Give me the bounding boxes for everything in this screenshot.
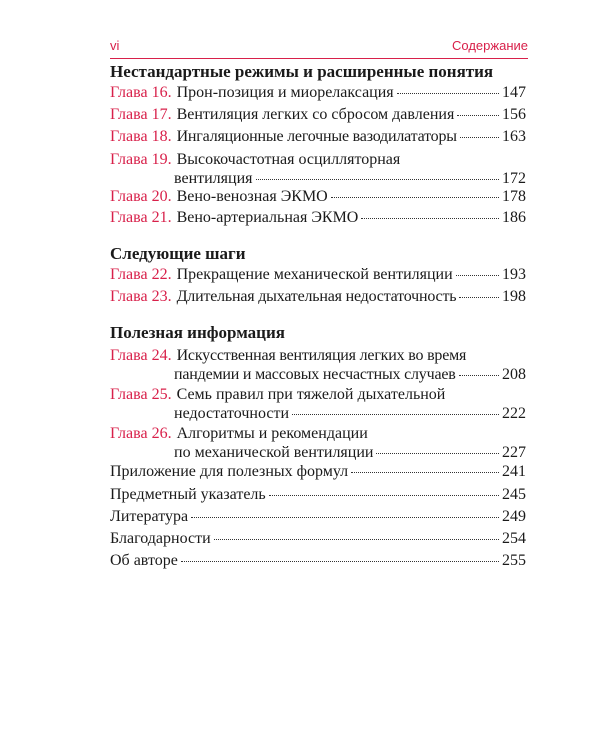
leader-dots — [351, 472, 499, 473]
entry-title-cont: по механической вентиляции — [174, 444, 374, 461]
toc-entry[interactable] — [110, 151, 526, 189]
leader-dots — [214, 539, 499, 540]
toc-entry[interactable] — [110, 347, 526, 385]
leader-dots — [269, 495, 499, 496]
page-ref: 254 — [502, 530, 526, 547]
entry-title: Вено-венозная ЭКМО — [176, 188, 328, 205]
chapter-label: Глава 22. — [110, 266, 172, 283]
entry-title: Литература — [110, 508, 189, 525]
page-ref: 241 — [502, 463, 526, 480]
toc-entry[interactable] — [110, 106, 526, 125]
page-number: vi — [110, 38, 120, 53]
page-ref: 163 — [502, 128, 526, 145]
page-ref: 178 — [502, 188, 526, 205]
leader-dots — [331, 197, 499, 198]
page-ref: 249 — [502, 508, 526, 525]
entry-title-cont: пандемии и массовых несчастных случаев — [174, 366, 456, 383]
chapter-label: Глава 16. — [110, 84, 172, 101]
leader-dots — [456, 275, 499, 276]
chapter-label: Глава 19. — [110, 151, 172, 168]
chapter-label: Глава 20. — [110, 188, 172, 205]
entry-title: Алгоритмы и рекомендации — [176, 425, 368, 442]
toc-entry[interactable] — [110, 288, 526, 307]
section-title: Нестандартные режимы и расширенные понятия — [110, 62, 494, 81]
running-title: Содержание — [452, 38, 528, 53]
entry-title: Предметный указатель — [110, 486, 266, 503]
toc-entry[interactable] — [110, 128, 526, 147]
entry-title: Прекращение механической вентиляции — [176, 266, 453, 283]
leader-dots — [191, 517, 499, 518]
leader-dots — [376, 453, 499, 454]
entry-title: Высокочастотная осцилляторная — [176, 151, 401, 168]
entry-title: Прон-позиция и миорелаксация — [176, 84, 394, 101]
toc-entry[interactable] — [110, 209, 526, 228]
toc-entry[interactable] — [110, 463, 526, 482]
page-ref: 147 — [502, 84, 526, 101]
page-ref: 186 — [502, 209, 526, 226]
leader-dots — [397, 93, 499, 94]
page-ref: 227 — [502, 444, 526, 461]
entry-title: Вентиляция легких со сбросом давления — [176, 106, 455, 123]
leader-dots — [292, 414, 499, 415]
entry-title-cont: вентиляция — [174, 170, 253, 187]
leader-dots — [256, 179, 499, 180]
toc-entry[interactable] — [110, 84, 526, 103]
chapter-label: Глава 26. — [110, 425, 172, 442]
entry-title: Приложение для полезных формул — [110, 463, 349, 480]
page-ref: 255 — [502, 552, 526, 569]
chapter-label: Глава 18. — [110, 128, 172, 145]
page-ref: 245 — [502, 486, 526, 503]
entry-title-cont: недостаточности — [174, 405, 289, 422]
toc-entry[interactable] — [110, 486, 526, 505]
entry-title: Искусственная вентиляция легких во время — [176, 347, 467, 364]
chapter-label: Глава 21. — [110, 209, 172, 226]
section-title: Полезная информация — [110, 323, 285, 342]
page-ref: 172 — [502, 170, 526, 187]
chapter-label: Глава 25. — [110, 386, 172, 403]
chapter-label: Глава 17. — [110, 106, 172, 123]
page-ref: 193 — [502, 266, 526, 283]
entry-title: Об авторе — [110, 552, 178, 569]
page-ref: 198 — [502, 288, 526, 305]
toc-entry[interactable] — [110, 188, 526, 207]
leader-dots — [459, 375, 499, 376]
leader-dots — [457, 115, 499, 116]
page-ref: 208 — [502, 366, 526, 383]
toc-entry[interactable] — [110, 386, 526, 424]
leader-dots — [460, 137, 499, 138]
toc-entry[interactable] — [110, 552, 526, 571]
entry-title: Длительная дыхательная недостаточность — [176, 288, 457, 305]
entry-title: Вено-артериальная ЭКМО — [176, 209, 359, 226]
entry-title: Благодарности — [110, 530, 211, 547]
page-ref: 156 — [502, 106, 526, 123]
section-title: Следующие шаги — [110, 244, 246, 263]
toc-entry[interactable] — [110, 508, 526, 527]
toc-entry[interactable] — [110, 266, 526, 285]
leader-dots — [459, 297, 499, 298]
entry-title: Ингаляционные легочные вазодилататоры — [176, 128, 457, 145]
chapter-label: Глава 23. — [110, 288, 172, 305]
chapter-label: Глава 24. — [110, 347, 172, 364]
page-ref: 222 — [502, 405, 526, 422]
entry-title: Семь правил при тяжелой дыхательной — [176, 386, 446, 403]
toc-entry[interactable] — [110, 530, 526, 549]
toc-entry[interactable] — [110, 425, 526, 463]
leader-dots — [361, 218, 499, 219]
running-header — [110, 38, 528, 59]
leader-dots — [181, 561, 499, 562]
